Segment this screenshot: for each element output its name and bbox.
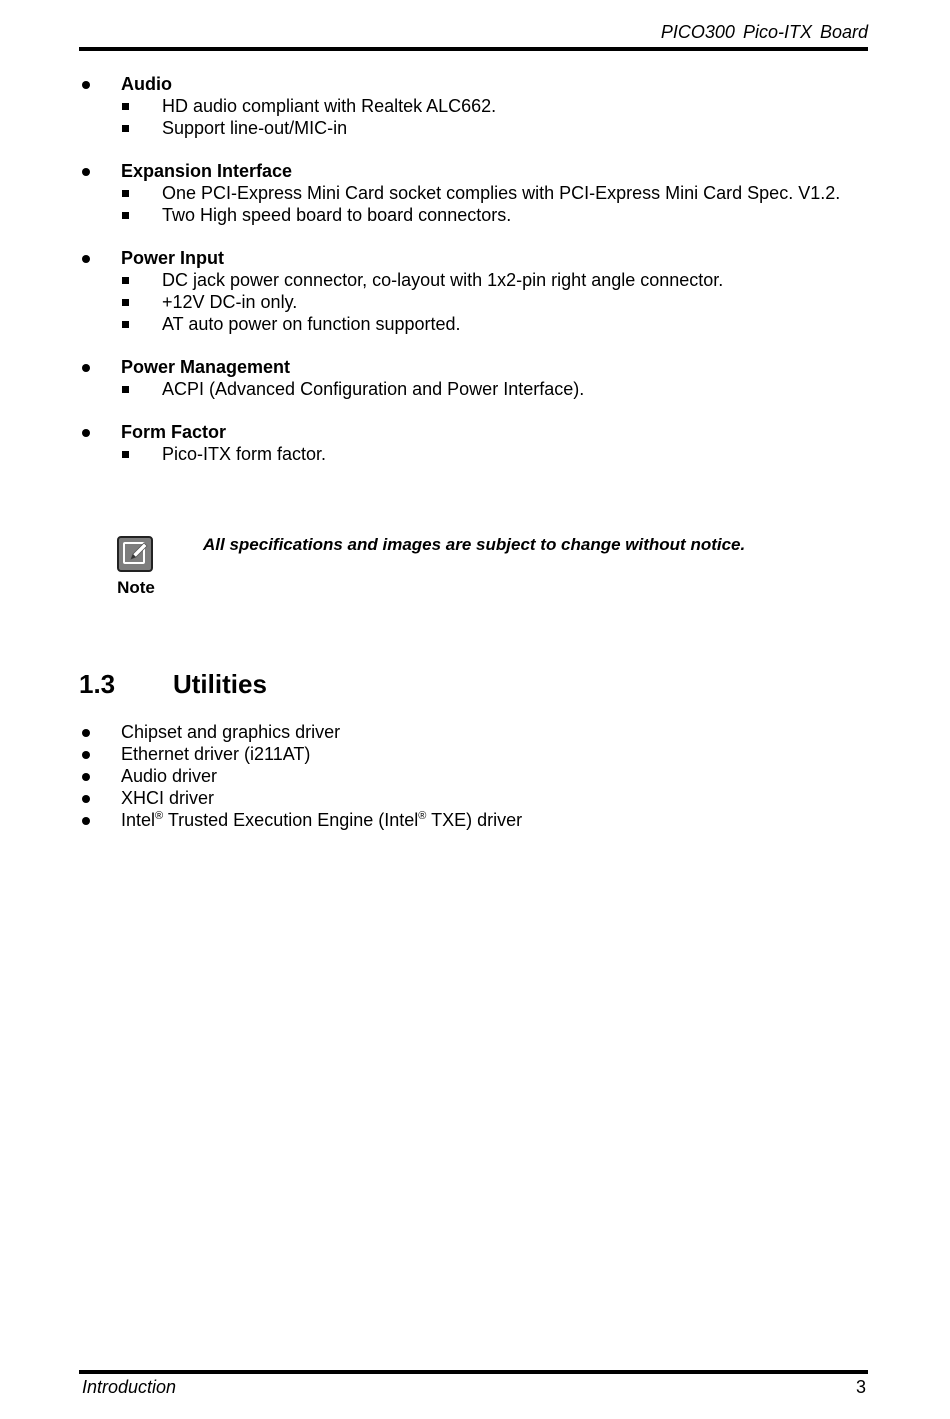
section-power-input — [79, 247, 868, 335]
bullet-dot-icon — [82, 81, 90, 89]
list-item: Pico-ITX form factor. — [79, 443, 868, 465]
header-rule — [79, 47, 868, 51]
list-item: Ethernet driver (i211AT) — [79, 743, 868, 765]
section-expansion-interface — [79, 160, 868, 226]
square-bullet-icon — [122, 277, 129, 284]
square-bullet-icon — [122, 386, 129, 393]
bullet-dot-icon — [82, 729, 90, 737]
spec-sections — [79, 73, 868, 486]
utilities-list — [79, 721, 868, 831]
section-heading — [79, 669, 267, 700]
bullet-dot-icon — [82, 168, 90, 176]
list-item: Two High speed board to board connectors. — [79, 204, 868, 226]
square-bullet-icon — [122, 103, 129, 110]
footer-rule — [79, 1370, 868, 1374]
note-text: All specifications and images are subject to change without notice. — [203, 535, 746, 554]
page-header-title: PICO300 Pico-ITX Board — [660, 22, 868, 42]
section-title: Audio — [121, 74, 172, 94]
list-item: XHCI driver — [79, 787, 868, 809]
list-item: AT auto power on function supported. — [79, 313, 868, 335]
section-form-factor — [79, 421, 868, 465]
list-item: Chipset and graphics driver — [79, 721, 868, 743]
heading-title: Utilities — [173, 669, 267, 699]
footer-section-name: Introduction — [82, 1377, 177, 1397]
list-item: ACPI (Advanced Configuration and Power Interface). — [79, 378, 868, 400]
section-title: Power Management — [121, 357, 291, 377]
note-label: Note — [117, 578, 155, 597]
square-bullet-icon — [122, 125, 129, 132]
note-pencil-icon — [117, 536, 153, 572]
bullet-dot-icon — [82, 773, 90, 781]
page-number: 3 — [855, 1377, 866, 1397]
heading-number: 1.3 — [79, 669, 116, 699]
bullet-dot-icon — [82, 364, 90, 372]
bullet-dot-icon — [82, 255, 90, 263]
bullet-dot-icon — [82, 429, 90, 437]
square-bullet-icon — [122, 299, 129, 306]
list-item: Support line-out/MIC-in — [79, 117, 868, 139]
section-power-management — [79, 356, 868, 400]
section-title: Expansion Interface — [121, 161, 293, 181]
bullet-dot-icon — [82, 795, 90, 803]
square-bullet-icon — [122, 212, 129, 219]
list-item: Audio driver — [79, 765, 868, 787]
list-item: HD audio compliant with Realtek ALC662. — [79, 95, 868, 117]
section-title: Power Input — [121, 248, 224, 268]
bullet-dot-icon — [82, 751, 90, 759]
square-bullet-icon — [122, 451, 129, 458]
list-item: +12V DC-in only. — [79, 291, 868, 313]
bullet-dot-icon — [82, 817, 90, 825]
list-item: Intel® Trusted Execution Engine (Intel® TXE) driver — [79, 809, 868, 831]
list-item: DC jack power connector, co-layout with 1x2-pin right angle connector. — [79, 269, 868, 291]
list-item: One PCI-Express Mini Card socket complies with PCI-Express Mini Card Spec. V1.2. — [79, 182, 868, 204]
square-bullet-icon — [122, 190, 129, 197]
section-audio — [79, 73, 868, 139]
square-bullet-icon — [122, 321, 129, 328]
section-title: Form Factor — [121, 422, 227, 442]
